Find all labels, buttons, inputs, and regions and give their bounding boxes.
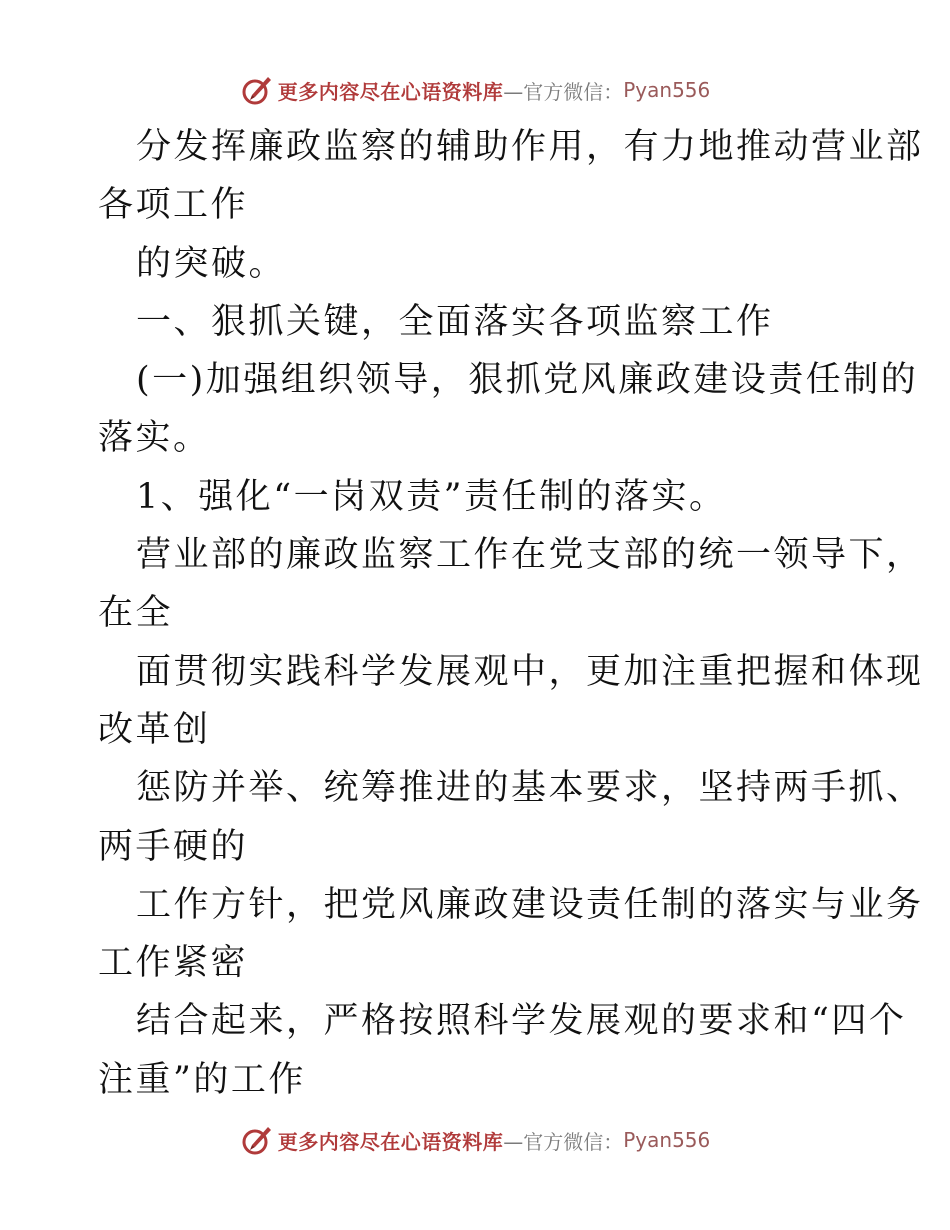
banner-wechat-label: —官方微信： [503, 79, 624, 104]
document-body [98, 118, 924, 1109]
text-line: 各项工作 [98, 185, 249, 226]
banner-wechat-id: Pyan556 [623, 78, 711, 102]
text-line: 惩防并举、统筹推进的基本要求，坚持两手抓、 [136, 768, 924, 809]
banner-slogan: 更多内容尽在心语资料库 [277, 79, 504, 104]
text-line: 落实。 [98, 418, 211, 459]
text-line: 面贯彻实践科学发展观中，更加注重把握和体现 [136, 651, 924, 692]
text-line: 结合起来，严格按照科学发展观的要求和“四个 [136, 1001, 907, 1042]
text-line: 两手硬的 [98, 826, 249, 867]
text-line: 工作方针，把党风廉政建设责任制的落实与业务 [136, 884, 924, 925]
banner-slogan: 更多内容尽在心语资料库 [277, 1129, 504, 1154]
text-line: 的突破。 [136, 243, 287, 284]
text-line: 注重”的工作 [98, 1059, 306, 1100]
footer-banner [0, 1120, 950, 1160]
text-line: 改革创 [98, 709, 211, 750]
banner-wechat-id: Pyan556 [623, 1128, 711, 1152]
text-line: 一、狠抓关键，全面落实各项监察工作 [136, 301, 774, 342]
text-line: 1、强化“一岗双责”责任制的落实。 [136, 476, 727, 517]
header-banner [0, 70, 950, 110]
banner-wechat-label: —官方微信： [503, 1129, 624, 1154]
quill-pen-logo-icon [240, 1123, 274, 1157]
text-line: 营业部的廉政监察工作在党支部的统一领导下， [136, 535, 924, 576]
text-line: (一)加强组织领导，狠抓党风廉政建设责任制的 [136, 360, 919, 401]
text-line: 在全 [98, 593, 174, 634]
quill-pen-logo-icon [240, 73, 274, 107]
text-line: 工作紧密 [98, 943, 249, 984]
text-line: 分发挥廉政监察的辅助作用，有力地推动营业部 [136, 127, 924, 167]
